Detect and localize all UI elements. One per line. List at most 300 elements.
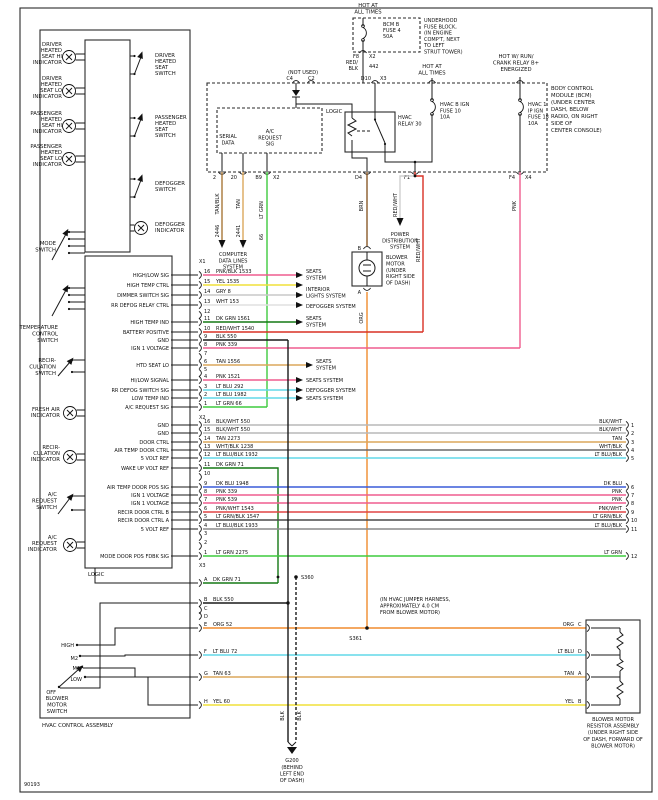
path-shape xyxy=(130,56,141,74)
tspan-shape: CRANK RELAY B+ xyxy=(492,60,540,67)
tspan-shape: INDICATOR xyxy=(32,94,62,100)
wire-label: TAN 63 xyxy=(213,671,231,677)
signal-label: RR DEFOG RELAY CTRL xyxy=(111,303,169,309)
tspan-shape: FUSE 4 xyxy=(383,28,401,34)
tspan-shape: BLK xyxy=(348,66,358,72)
signal-label: AIR TEMP DOOR CTRL xyxy=(114,448,169,454)
tspan-shape: INTERIOR xyxy=(306,287,330,293)
tspan-shape: INDICATOR xyxy=(155,228,185,234)
circle-shape xyxy=(68,245,70,247)
connector-x2 xyxy=(100,415,637,583)
wire-label: DK GRN 71 xyxy=(216,462,244,468)
use-shape xyxy=(431,99,436,116)
pin-label-right: 1 xyxy=(631,423,635,429)
pin-label: 13 xyxy=(204,444,211,450)
tspan-shape: OF DASH) xyxy=(386,280,411,287)
circle-shape xyxy=(414,161,417,164)
pin-label: 15 xyxy=(204,279,211,285)
tspan-shape: FUSE 18 xyxy=(528,114,549,121)
not-used-label: (NOT USED) xyxy=(287,70,319,76)
ground-icon xyxy=(287,747,297,754)
pin-label: 4 xyxy=(204,374,208,380)
pin-20: 20 xyxy=(230,175,237,181)
circle-shape xyxy=(277,576,280,579)
tspan-shape: DISTRIBUTION xyxy=(382,238,418,245)
tspan-shape: PASSENGER xyxy=(155,115,187,121)
circle-shape xyxy=(71,509,73,511)
use-shape xyxy=(199,552,201,559)
tspan-shape: SEATS xyxy=(306,316,322,322)
blower-pin-b: B xyxy=(357,246,361,252)
tspan-shape: REQUEST xyxy=(31,541,57,547)
circle-shape xyxy=(133,135,135,137)
circle-shape xyxy=(58,686,60,688)
pin-label-right: 5 xyxy=(631,456,635,462)
tspan-shape: RESISTOR ASSEMBLY xyxy=(586,723,640,730)
splice-s361 xyxy=(365,626,369,630)
pin-label: 2 xyxy=(204,540,208,546)
use-shape xyxy=(626,429,628,436)
jumper-harness-note xyxy=(380,597,451,616)
use-shape xyxy=(199,281,201,288)
pnk-label: PNK xyxy=(512,200,518,212)
use-shape xyxy=(296,387,303,393)
blower-motor-label xyxy=(386,255,415,287)
wire-label: TAN 2273 xyxy=(216,436,241,442)
use-shape xyxy=(199,446,201,453)
use-shape xyxy=(137,112,145,121)
use-shape xyxy=(199,318,201,325)
red-wht-a-label: RED/WHT xyxy=(393,193,399,217)
use-shape xyxy=(63,120,76,133)
tspan-shape: SWITCH xyxy=(155,187,176,193)
signal-label: HIGH TEMP CTRL xyxy=(126,283,169,289)
pin-f1: F1 xyxy=(403,175,410,181)
use-shape xyxy=(199,491,201,498)
tspan-shape: RADIO, ON RIGHT xyxy=(551,114,598,120)
wire-label: PNK 1521 xyxy=(216,374,241,380)
signal-label: GND xyxy=(157,431,169,437)
tspan-shape: TO LEFT xyxy=(424,43,445,50)
circle-shape xyxy=(133,117,135,119)
blower-motor-switch-label xyxy=(46,696,69,715)
signal-label: DIMMER SWITCH SIG xyxy=(117,293,169,299)
use-shape xyxy=(199,624,201,631)
tspan-shape: (UNDER xyxy=(386,267,406,274)
tspan-shape: DATA LINES xyxy=(218,258,248,265)
dest-interior-lights-label xyxy=(306,287,346,300)
tspan-shape: HOT AT xyxy=(422,64,442,70)
circle-shape xyxy=(68,294,70,296)
pin-label: 9 xyxy=(204,334,208,340)
blk-label: BLK xyxy=(280,711,286,721)
tspan-shape: MODULE (BCM) xyxy=(551,93,592,99)
circle-shape xyxy=(68,231,70,233)
tspan-shape: SYSTEM xyxy=(390,244,410,251)
logic-label: LOGIC xyxy=(88,572,105,578)
use-shape xyxy=(626,516,628,523)
conn-x3: X3 xyxy=(380,76,387,82)
use-shape xyxy=(626,483,628,490)
tspan-shape: SEAT xyxy=(155,127,169,133)
tspan-shape: SWITCH xyxy=(35,371,56,377)
bcm-b-fuse-label xyxy=(383,22,401,40)
use-shape xyxy=(587,673,589,680)
wire-label-right: TAN xyxy=(612,436,622,442)
wire-label: LT BLU 292 xyxy=(216,384,244,390)
signal-label: HIGH TEMP IND xyxy=(130,320,169,326)
wire-label: YEL xyxy=(565,699,574,705)
circle-shape xyxy=(68,308,70,310)
bcm-name-label xyxy=(551,86,602,134)
tspan-shape: DEFOGGER xyxy=(155,222,185,228)
dest-seats-label: SEATS SYSTEM xyxy=(306,396,344,402)
text-shape xyxy=(35,241,56,254)
hvac-relay-label xyxy=(398,115,422,127)
pin-label: 1 xyxy=(204,401,208,407)
wire-label: DK GRN 71 xyxy=(213,577,241,583)
signal-label: GND xyxy=(157,338,169,344)
pin-label: 6 xyxy=(204,359,208,365)
pin-label: D xyxy=(578,649,582,655)
hot-at-all-times-2-label xyxy=(418,64,446,77)
pin-f8: F8 xyxy=(352,54,359,60)
use-shape xyxy=(397,218,404,226)
signal-label: IGN 1 VOLTAGE xyxy=(131,493,169,499)
use-shape xyxy=(626,525,628,532)
wire-label-right: LT BLU/BLK xyxy=(594,452,622,458)
use-shape xyxy=(199,369,201,376)
conn-x2-top: X2 xyxy=(369,54,376,60)
tspan-shape: SYSTEM xyxy=(306,322,326,329)
ac-request-indicator-label xyxy=(28,535,58,553)
wire-label: YEL 1535 xyxy=(216,279,240,285)
use-shape xyxy=(199,473,201,480)
path-shape xyxy=(130,225,135,231)
tspan-shape: RECIR- xyxy=(38,358,56,364)
tspan-shape: SYSTEM xyxy=(223,264,243,271)
tspan-shape: FUSE 10 xyxy=(440,108,461,115)
path-shape xyxy=(77,542,86,548)
use-shape xyxy=(199,361,201,368)
use-shape xyxy=(199,353,201,360)
signal-label: IGN 1 VOLTAGE xyxy=(131,346,169,352)
signal-label: 5 VOLT REF xyxy=(140,456,169,462)
x3-label: X3 xyxy=(199,563,206,569)
circle-shape xyxy=(374,118,376,120)
dest-defogger-label: DEFOGGER SYSTEM xyxy=(306,388,356,394)
tspan-shape: INDICATOR xyxy=(30,457,60,463)
signal-label: GND xyxy=(157,423,169,429)
use-shape xyxy=(363,247,370,249)
tspan-shape: SWITCH xyxy=(46,709,68,715)
wire-label: LT GRN 66 xyxy=(216,401,242,407)
use-shape xyxy=(626,491,628,498)
tspan-shape: BLOWER MOTOR xyxy=(592,717,634,723)
lt-grn-ckt: 66 xyxy=(259,233,265,241)
path-shape xyxy=(591,628,620,705)
tan-blk-ckt: 2446 xyxy=(215,224,221,238)
x1-label: X1 xyxy=(199,259,206,265)
pin-label-right: 10 xyxy=(631,518,638,524)
pin-label-right: 2 xyxy=(631,431,635,437)
use-shape xyxy=(219,240,226,248)
pin-label: 3 xyxy=(204,384,208,390)
use-shape xyxy=(199,336,201,343)
pin-label: 7 xyxy=(204,351,208,357)
tspan-shape: BLOWER xyxy=(45,696,69,702)
wire-label-right: LT GRN/BLK xyxy=(592,514,622,520)
use-shape xyxy=(587,651,589,658)
wire-label: LT GRN/BLK 1547 xyxy=(216,514,260,520)
dest-seats-label xyxy=(306,316,326,329)
use-shape xyxy=(626,454,628,461)
wire-label: WHT 153 xyxy=(216,299,239,305)
use-shape xyxy=(63,51,76,64)
conn-x2-bottom: X2 xyxy=(273,175,280,181)
tspan-shape: PASSENGER xyxy=(30,111,62,117)
wire-label: PNK 539 xyxy=(216,497,238,503)
tspan-shape: INDICATOR xyxy=(30,413,60,419)
tspan-shape: LIGHTS SYSTEM xyxy=(306,293,346,300)
tspan-shape: DRIVER xyxy=(155,53,175,59)
rect-shape xyxy=(85,40,130,252)
tan-blk-label: TAN/BLK xyxy=(215,193,221,215)
path-shape xyxy=(77,410,86,416)
pin-d4: D4 xyxy=(354,175,362,181)
pin-label: A xyxy=(204,577,208,583)
use-shape xyxy=(199,386,201,393)
path-shape xyxy=(76,123,86,129)
pin-label: 10 xyxy=(204,326,211,332)
connector-x3 xyxy=(199,563,586,709)
tspan-shape: (IN ENGINE xyxy=(424,30,452,37)
use-shape xyxy=(626,421,628,428)
use-shape xyxy=(64,407,77,420)
wire-label: BLK 550 xyxy=(216,334,237,340)
org-label: ORG xyxy=(359,312,365,324)
wire-label: LT BLU/BLK 1932 xyxy=(216,452,258,458)
tspan-shape: HVAC B IGN xyxy=(440,102,470,108)
red-blk-wire-label xyxy=(346,60,359,72)
tspan-shape: ALL TIMES xyxy=(354,9,382,16)
tspan-shape: STRUT TOWER) xyxy=(424,49,463,56)
tspan-shape: LEFT END xyxy=(279,771,305,778)
tspan-shape: SWITCH xyxy=(37,338,58,344)
signal-label: HIGH/LOW SIG xyxy=(132,273,169,279)
tspan-shape: OF DASH, FORWARD OF xyxy=(583,736,643,743)
path-shape xyxy=(363,252,371,286)
tspan-shape: SYSTEM xyxy=(306,275,326,282)
pin-label: H xyxy=(204,699,208,705)
wire-label: BLK/WHT 550 xyxy=(216,427,251,433)
use-shape xyxy=(199,701,201,708)
tspan-shape: RED/ xyxy=(345,60,358,66)
fresh-air-indicator-label xyxy=(31,407,60,419)
path-shape xyxy=(59,603,198,705)
hot-run-crank-label xyxy=(493,54,539,73)
use-shape xyxy=(519,99,524,116)
tspan-shape: MOTOR xyxy=(386,261,405,268)
use-shape xyxy=(64,451,77,464)
tspan-shape: COMP'T, NEXT xyxy=(424,36,460,43)
dest-defogger-label: DEFOGGER SYSTEM xyxy=(306,304,356,310)
use-shape xyxy=(199,483,201,490)
tspan-shape: BLOWER xyxy=(386,255,408,261)
recirculation-indicator-label xyxy=(31,445,60,463)
use-shape xyxy=(626,446,628,453)
tspan-shape: HVAC 1 xyxy=(528,102,547,108)
use-shape xyxy=(296,377,303,383)
tspan-shape: SWITCH xyxy=(35,247,56,254)
tspan-shape: HEATED xyxy=(40,150,62,156)
driver-heated-seat-hi-indicator-label xyxy=(33,42,63,66)
use-shape xyxy=(240,240,247,248)
wire-label: DK GRN 1561 xyxy=(216,316,251,322)
wire-label: WHT/BLK 1238 xyxy=(216,444,254,450)
use-shape xyxy=(199,311,201,318)
hvac-relay xyxy=(345,83,422,152)
pin-label: 16 xyxy=(204,269,211,275)
wire-label: RED/WHT 1540 xyxy=(216,326,255,332)
pin-2: 2 xyxy=(212,175,216,181)
tspan-shape: DASH, BELOW xyxy=(551,107,589,113)
hvac-b-fuse-label xyxy=(440,102,470,121)
tspan-shape: SEAT HI xyxy=(41,123,62,129)
circle-shape xyxy=(68,287,70,289)
blower-motor-switch xyxy=(46,568,198,715)
pin-label: 1 xyxy=(204,550,208,556)
text-shape xyxy=(29,358,56,377)
tspan-shape: (UNDER RIGHT SIDE xyxy=(587,730,639,737)
use-shape xyxy=(199,344,201,351)
driver-heated-seat-switch xyxy=(130,50,176,77)
blower-m2-label: M2 xyxy=(70,656,78,662)
pin-label: B xyxy=(578,699,582,705)
use-shape xyxy=(199,499,201,506)
ground-and-splices xyxy=(277,340,451,784)
wire-label: YEL 60 xyxy=(213,699,230,705)
pin-label: 4 xyxy=(204,523,208,529)
use-shape xyxy=(64,539,77,552)
signal-label: HI/LOW SIGNAL xyxy=(130,378,169,384)
tspan-shape: DRIVER xyxy=(42,76,62,82)
use-shape xyxy=(296,282,303,288)
wire-label: PNK/WHT 1543 xyxy=(216,506,254,512)
tspan-shape: TEMPERATURE xyxy=(19,325,58,331)
tspan-shape: FROM BLOWER MOTOR) xyxy=(380,609,440,616)
dest-seats-label: SEATS SYSTEM xyxy=(306,378,344,384)
lt-grn-label: LT GRN xyxy=(259,201,265,219)
tspan-shape: REQUEST xyxy=(31,498,57,505)
wire-label: LT BLU 72 xyxy=(213,649,238,655)
text-shape xyxy=(32,492,58,511)
tspan-shape: SEATS xyxy=(316,359,332,365)
wire-label-right: LT GRN xyxy=(604,550,622,556)
tspan-shape: SYSTEM xyxy=(316,365,336,372)
tspan-shape: SEAT LO xyxy=(40,88,62,94)
tspan-shape: MODE xyxy=(39,241,56,247)
tspan-shape: HEATED xyxy=(155,59,177,65)
ac-request-sig-label xyxy=(258,129,283,148)
passenger-heated-seat-switch xyxy=(130,112,187,139)
use-shape xyxy=(63,85,76,98)
red-wht-wire-a xyxy=(400,176,415,218)
tspan-shape: IP IGN xyxy=(528,108,544,115)
path-shape xyxy=(375,83,385,152)
signal-label: RR DEFOG SWITCH SIG xyxy=(111,388,169,394)
wire-label-right: LT BLU/BLK xyxy=(594,523,622,529)
circle-shape xyxy=(68,252,70,254)
circle-shape xyxy=(286,601,289,604)
signal-label: RECIR DOOR CTRL A xyxy=(117,518,169,524)
use-shape xyxy=(199,525,201,532)
resistor-elements xyxy=(617,628,623,705)
serial-data-label xyxy=(219,134,237,146)
tspan-shape: HVAC xyxy=(398,115,412,121)
pin-label: C xyxy=(204,606,208,612)
circle-shape xyxy=(68,238,70,240)
pin-label: B xyxy=(204,597,208,603)
defogger-indicator-label xyxy=(155,222,185,234)
path-shape xyxy=(288,742,296,746)
tspan-shape: RELAY 30 xyxy=(398,121,422,128)
pin-label: F xyxy=(204,649,207,655)
wire-label: PNK/BLK 1533 xyxy=(216,269,252,275)
rect-shape xyxy=(207,83,547,172)
tspan-shape: ENERGIZED xyxy=(500,67,532,73)
left-switches xyxy=(18,227,85,514)
pin-label-right: 3 xyxy=(631,440,635,446)
use-shape xyxy=(362,25,367,42)
text-shape xyxy=(155,115,187,139)
circle-shape xyxy=(71,371,73,373)
use-shape xyxy=(199,599,201,606)
wire-label-right: WHT/BLK xyxy=(599,444,622,450)
signal-label: DOOR CTRL xyxy=(139,440,169,446)
pin-f4: F4 xyxy=(508,175,515,181)
use-shape xyxy=(587,624,589,631)
use-shape xyxy=(135,222,148,235)
blower-m1-label: M1 xyxy=(72,666,80,672)
head-switches xyxy=(130,50,187,198)
tspan-shape: (BEHIND xyxy=(281,765,303,771)
tspan-shape: 50A xyxy=(383,34,393,40)
circle-shape xyxy=(84,676,86,678)
circle-shape xyxy=(133,178,135,180)
use-shape xyxy=(199,579,201,586)
signal-label: BATTERY POSITIVE xyxy=(122,330,169,336)
tspan-shape: HOT W/ RUN/ xyxy=(498,54,534,60)
passenger-heated-seat-lo-indicator-label xyxy=(30,144,62,168)
tspan-shape: CULATION xyxy=(29,364,56,371)
wire-label: BLK 550 xyxy=(213,597,234,603)
tspan-shape: INDICATOR xyxy=(27,547,57,553)
tspan-shape: BLOWER MOTOR) xyxy=(591,743,635,750)
use-shape xyxy=(306,362,313,368)
circle-shape xyxy=(133,55,135,57)
pin-label: A xyxy=(578,671,582,677)
wire-label: GRY 8 xyxy=(216,289,231,295)
circle-shape xyxy=(133,73,135,75)
dest-seats-label xyxy=(306,269,326,282)
red-wht-b-label: RED/WHT xyxy=(416,238,422,262)
use-shape xyxy=(199,328,201,335)
wire-label-right: BLK/WHT xyxy=(599,419,622,425)
tspan-shape: MOTOR xyxy=(47,702,67,709)
pin-label-right: 7 xyxy=(631,493,635,499)
tspan-shape: DATA xyxy=(221,140,235,147)
